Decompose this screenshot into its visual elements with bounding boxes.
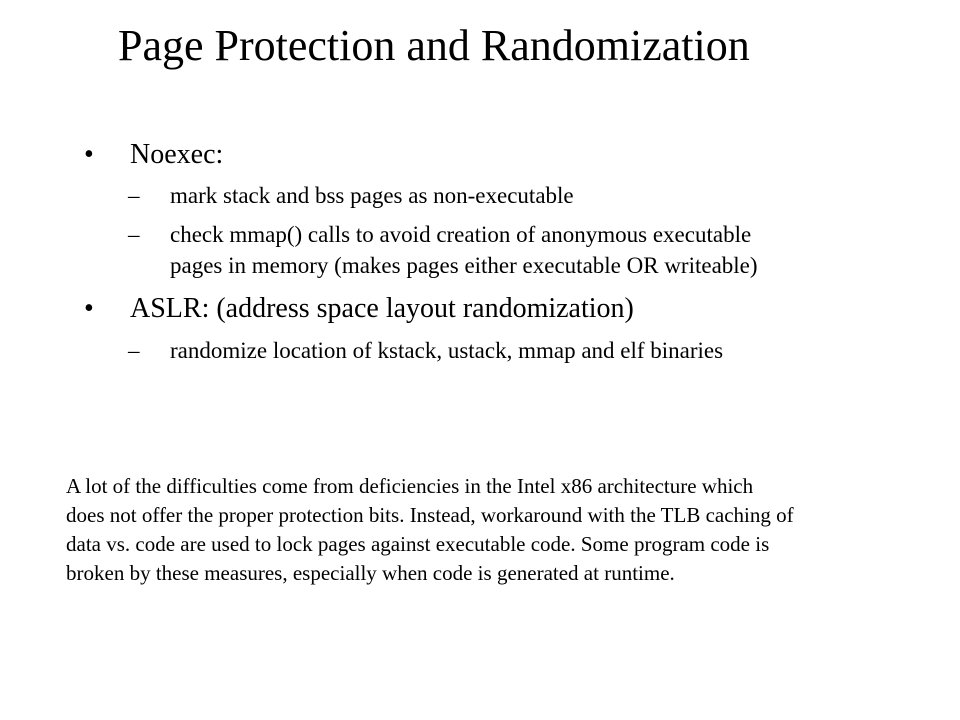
subitem-check-mmap-line1: check mmap() calls to avoid creation of anonymous executable (170, 222, 752, 247)
slide-title: Page Protection and Randomization (118, 21, 750, 70)
explanatory-note (66, 472, 916, 588)
note-line: broken by these measures, especially when code is generated at runtime. (66, 561, 675, 585)
bullet-marker: • (84, 139, 94, 170)
note-line: A lot of the difficulties come from deficiencies in the Intel x86 architecture which (66, 474, 754, 498)
subitem-mark-stack: mark stack and bss pages as non-executable (170, 183, 574, 208)
bullet-noexec: Noexec: (130, 139, 224, 170)
subitem-check-mmap-line2: pages in memory (makes pages either executable OR writeable) (170, 253, 758, 278)
bullet-marker: • (84, 293, 94, 324)
bullet-aslr: ASLR: (address space layout randomization) (130, 293, 634, 324)
note-line: does not offer the proper protection bits. Instead, workaround with the TLB caching of (66, 503, 794, 527)
dash-marker: – (128, 222, 140, 247)
dash-marker: – (128, 338, 140, 363)
note-line: data vs. code are used to lock pages against executable code. Some program code is (66, 532, 770, 556)
subitem-randomize-location: randomize location of kstack, ustack, mmap and elf binaries (170, 338, 724, 363)
dash-marker: – (128, 183, 140, 208)
